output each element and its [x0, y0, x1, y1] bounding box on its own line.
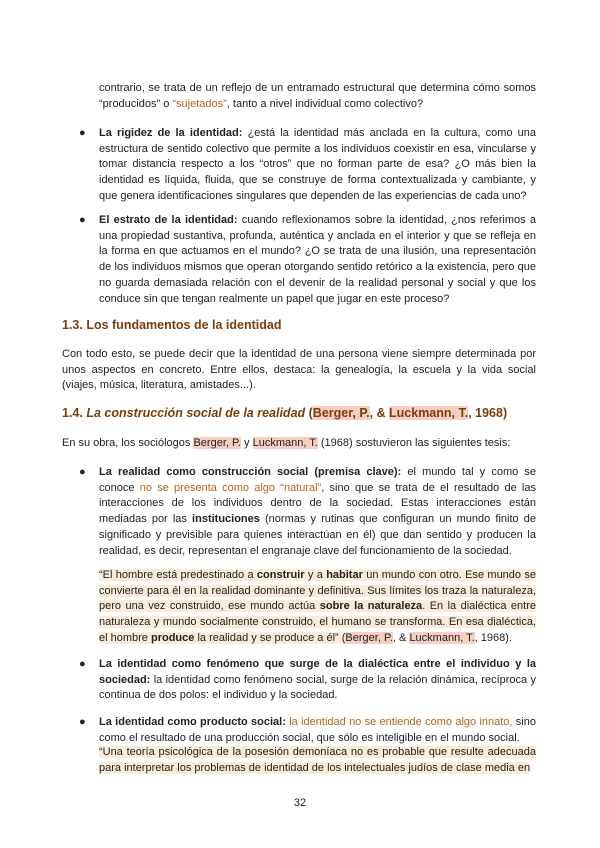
bullet-marker: ●	[79, 716, 86, 728]
section-1-4-intro: En su obra, los sociólogos Berger, P. y Luckmann, T. (1968) sostuvieron las siguientes tesis:	[62, 437, 511, 449]
bullet-dialectica-title: La identidad como fenómeno que surge de la dialéctica entre el individuo y la sociedad:	[99, 658, 536, 686]
bullet-marker: ●	[79, 214, 86, 226]
section-1-3-heading: 1.3. Los fundamentos de la identidad	[62, 318, 282, 332]
continuation-text-end: , tanto a nivel individual como colectivo?	[226, 97, 424, 110]
bullet-rigidez-title: La rigidez de la identidad:	[99, 127, 243, 139]
bullet-marker: ●	[79, 127, 86, 139]
section-1-3-paragraph: Con todo esto, se puede decir que la identidad de una persona viene siempre determinada por unos aspectos en concreto. Entre ellos, destaca: la genealogía, la escuela y la vida social (viajes, música, literatura, amistades...).	[62, 348, 536, 392]
continuation-paragraph	[99, 81, 536, 112]
orange-emphasis: la identidad no se entiende como algo innato,	[289, 716, 513, 728]
bullet-marker: ●	[79, 658, 86, 670]
author-luckmann: Luckmann, T.	[409, 631, 475, 644]
author-berger: Berger, P.	[345, 631, 393, 644]
sujetados-term: “sujetados”	[172, 97, 227, 110]
page-number: 32	[293, 797, 307, 809]
author-berger: Berger, P.	[312, 406, 370, 420]
bullet-realidad-title: La realidad como construcción social (premisa clave):	[99, 466, 402, 478]
bullet-estrato	[99, 213, 536, 307]
book-title: La construcción social de la realidad	[86, 406, 306, 420]
bullet-marker: ●	[79, 466, 86, 478]
author-luckmann: Luckmann, T.	[389, 406, 469, 420]
orange-emphasis: no se presenta como algo “natural”	[139, 481, 322, 494]
bullet-producto: La identidad como producto social: la identidad no se entiende como algo innato, sino como el resultado de una producción social, que sólo es inteligible en el mundo social.	[99, 716, 536, 744]
bullet-dialectica	[99, 657, 536, 704]
author-luckmann: Luckmann, T.	[252, 437, 318, 449]
bullet-estrato-title: El estrato de la identidad:	[99, 214, 238, 226]
berger-quote: “El hombre está predestinado a construir y a habitar un mundo con otro. Ese mundo se convierte para él en la realidad dominante y definitiva. Sus límites los traza la naturaleza, pero una vez construido, ese mundo actúa sobre la naturaleza. En la dialéctica entre naturaleza y mundo socialmente construido, el humano se transforma. En esa dialéctica, el hombre produce la realidad y se produce a él” (Berger, P., & Luckmann, T., 1968).	[99, 569, 536, 644]
bullet-rigidez-text: ¿está la identidad más anclada en la cultura, como una estructura de sentido colectivo que permite a los individuos coexistir en esa, vincularse y tomar distancia respecto a los “otros” que no forman parte de esa? ¿O más bien la identidad es líquida, fluida, que se construye de forma contextualizada y cambiante, y que genera identificaciones singulares que dependen de las experiencias de cada uno?	[99, 127, 536, 202]
bullet-realidad: La realidad como construcción social (premisa clave): el mundo tal y como se conoce no se presenta como algo “natural”, sino que se trata de el resultado de las interacciones de los individuos dentro de la sociedad. Estas interacciones están mediadas por las instituciones (normas y rutinas que configuran un mundo finito de significado y previsible para quienes interactúan en él) que dan sentido y producen la realidad, es decir, representan el engranaje clave del funcionamiento de la sociedad.	[99, 466, 537, 557]
bullet-rigidez	[99, 126, 536, 205]
continuation-text: contrario, se trata de un reflejo de un entramado estructural que determina cómo somos “producidos” o	[99, 82, 536, 110]
instituciones-term: instituciones	[192, 513, 260, 526]
section-1-4-heading: 1.4. La construcción social de la realidad (Berger, P., & Luckmann, T., 1968)	[62, 406, 508, 420]
author-berger: Berger, P.	[193, 437, 241, 449]
bullet-estrato-text: cuando reflexionamos sobre la identidad, ¿nos referimos a una propiedad sustantiva, profunda, auténtica y anclada en el interior y que se refleja en la forma en que actuamos en el mundo? ¿O se trata de una ilusión, una representación de los individuos mismos que operan otorgando sentido retórico a la existencia, pero que no guarda demasiada relación con el devenir de la realidad personal y social y que los conduce sin que tengan realmente un papel que jugar en este proceso?	[99, 214, 536, 305]
producto-quote: “Una teoría psicológica de la posesión demoníaca no es probable que resulte adecuada para interpretar los problemas de identidad de los intelectuales judíos de clase media en	[99, 746, 536, 774]
bullet-dialectica-text: la identidad como fenómeno social, surge de la relación dinámica, recíproca y continua de dos polos: el individuo y la sociedad.	[99, 673, 536, 702]
bullet-producto-title: La identidad como producto social:	[99, 716, 286, 728]
